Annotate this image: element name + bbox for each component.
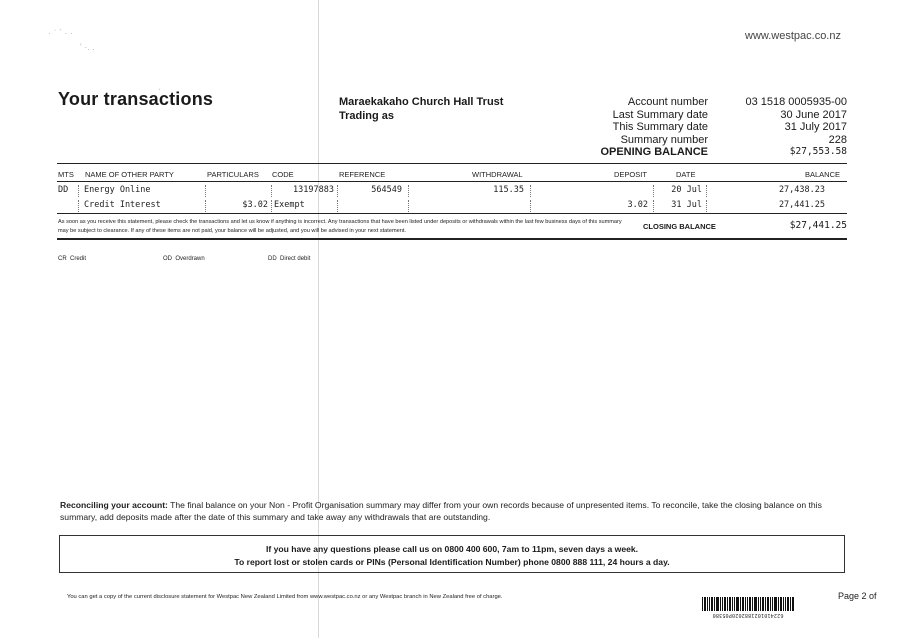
last-summary-date-label: Last Summary date xyxy=(612,108,708,121)
contact-line-questions: If you have any questions please call us on 0800 400 600, 7am to 11pm, seven days a week. xyxy=(265,544,639,554)
page-title: Your transactions xyxy=(58,89,214,109)
col-header-reference: REFERENCE xyxy=(339,170,386,179)
summary-values xyxy=(720,96,847,159)
contact-box xyxy=(59,535,845,573)
scan-noise: · ˈ ` · · xyxy=(48,28,73,38)
legend-label: Direct debit xyxy=(280,256,311,262)
opening-balance: $27,553.58 xyxy=(789,146,847,158)
scan-noise: ˎ xyxy=(158,80,161,90)
summary-number: 228 xyxy=(828,133,847,146)
statement-notice: As soon as you receive this statement, please check the transactions and let us know if anything is incorrect. Any transactions that have been listed under deposits or withdrawals within the last few business days of this summary may be subject to clearance. If any of these items are not paid, your balance will be adjusted, and you will be advised in your next statement. xyxy=(58,219,622,234)
row-separator xyxy=(337,200,338,212)
account-number-label: Account number xyxy=(627,96,708,108)
contact-line-lost-cards: To report lost or stolen cards or PINs (Personal Identification Number) phone 0800 888 111, 24 hours a day. xyxy=(234,556,670,567)
barcode xyxy=(702,597,794,611)
closing-balance: $27,441.25 xyxy=(789,220,847,231)
col-header-balance: BALANCE xyxy=(805,170,841,179)
reconcile-heading: Reconciling your account: xyxy=(60,500,168,510)
website-url: www.westpac.co.nz xyxy=(745,30,841,42)
legend-code: DD xyxy=(268,256,277,262)
row-separator xyxy=(271,200,272,212)
col-header-withdrawal: WITHDRAWAL xyxy=(472,170,523,179)
this-summary-date-label: This Summary date xyxy=(612,121,708,134)
row-separator xyxy=(337,185,338,197)
row-1-withdrawal: 115.35 xyxy=(493,185,524,195)
row-2-deposit: 3.02 xyxy=(627,200,648,210)
row-separator xyxy=(706,200,707,212)
row-1-party: Energy Online xyxy=(84,185,151,195)
row-separator xyxy=(530,200,531,212)
row-separator xyxy=(271,185,272,197)
row-separator xyxy=(205,185,206,197)
col-header-party: NAME OF OTHER PARTY xyxy=(85,170,174,179)
row-2-date: 31 Jul xyxy=(671,200,702,210)
reconcile-note xyxy=(60,499,850,523)
row-separator xyxy=(653,185,654,197)
summary-number-label: Summary number xyxy=(620,133,708,146)
col-header-deposit: DEPOSIT xyxy=(614,170,647,179)
col-header-particulars: PARTICULARS xyxy=(207,170,259,179)
opening-balance-label: OPENING BALANCE xyxy=(600,146,708,159)
table-header-rule xyxy=(57,181,847,182)
row-2-balance: 27,441.25 xyxy=(778,200,825,210)
reconcile-text: The final balance on your Non - Profit Organisation summary may differ from your own records because of unpresented items. To reconcile, take the closing balance on this summary, add deposits made after the date of this summary and take away any withdrawals that are outstanding. xyxy=(60,500,822,522)
legend-direct-debit xyxy=(268,256,310,262)
row-2-code: Exempt xyxy=(274,200,305,210)
row-separator xyxy=(205,200,206,212)
barcode-number: 6224101021882020P05380 xyxy=(712,612,784,618)
row-separator xyxy=(530,185,531,197)
row-separator xyxy=(78,185,79,197)
legend-code: OD xyxy=(163,256,172,262)
legend-credit xyxy=(58,256,86,262)
table-bottom-rule xyxy=(57,238,847,240)
account-holder-name: Maraekakaho Church Hall Trust xyxy=(339,96,504,108)
account-holder xyxy=(339,95,503,123)
scan-noise: ' ·. . xyxy=(80,42,95,52)
account-trading-as: Trading as xyxy=(339,110,395,122)
legend-code: CR xyxy=(58,256,67,262)
summary-labels xyxy=(560,96,708,159)
row-1-mts: DD xyxy=(58,185,69,195)
page-number: Page 2 of xyxy=(838,591,877,601)
row-1-balance: 27,438.23 xyxy=(778,185,825,195)
table-body-rule xyxy=(57,213,847,214)
this-summary-date: 31 July 2017 xyxy=(784,121,847,134)
row-separator xyxy=(408,200,409,212)
row-separator xyxy=(653,200,654,212)
disclosure-note: You can get a copy of the current disclosure statement for Westpac New Zealand Limited from www.westpac.co.nz or any Westpac branch in New Zealand free of charge. xyxy=(67,594,503,600)
row-1-reference: 564549 xyxy=(371,185,402,195)
account-number: 03 1518 0005935-00 xyxy=(745,96,847,108)
row-1-code: 13197883 xyxy=(293,185,334,195)
row-1-date: 20 Jul xyxy=(671,185,702,195)
legend-overdrawn xyxy=(163,256,205,262)
row-separator xyxy=(408,185,409,197)
closing-balance-label: CLOSING BALANCE xyxy=(643,222,716,231)
row-separator xyxy=(706,185,707,197)
col-header-mts: MTS xyxy=(58,170,74,179)
row-2-party: Credit Interest xyxy=(84,200,161,210)
col-header-code: CODE xyxy=(272,170,294,179)
legend-label: Overdrawn xyxy=(175,256,205,262)
last-summary-date: 30 June 2017 xyxy=(780,108,847,121)
row-separator xyxy=(78,200,79,212)
col-header-date: DATE xyxy=(676,170,696,179)
row-2-particulars: $3.02 xyxy=(242,200,268,210)
table-top-rule xyxy=(57,163,847,164)
legend-label: Credit xyxy=(70,256,87,262)
